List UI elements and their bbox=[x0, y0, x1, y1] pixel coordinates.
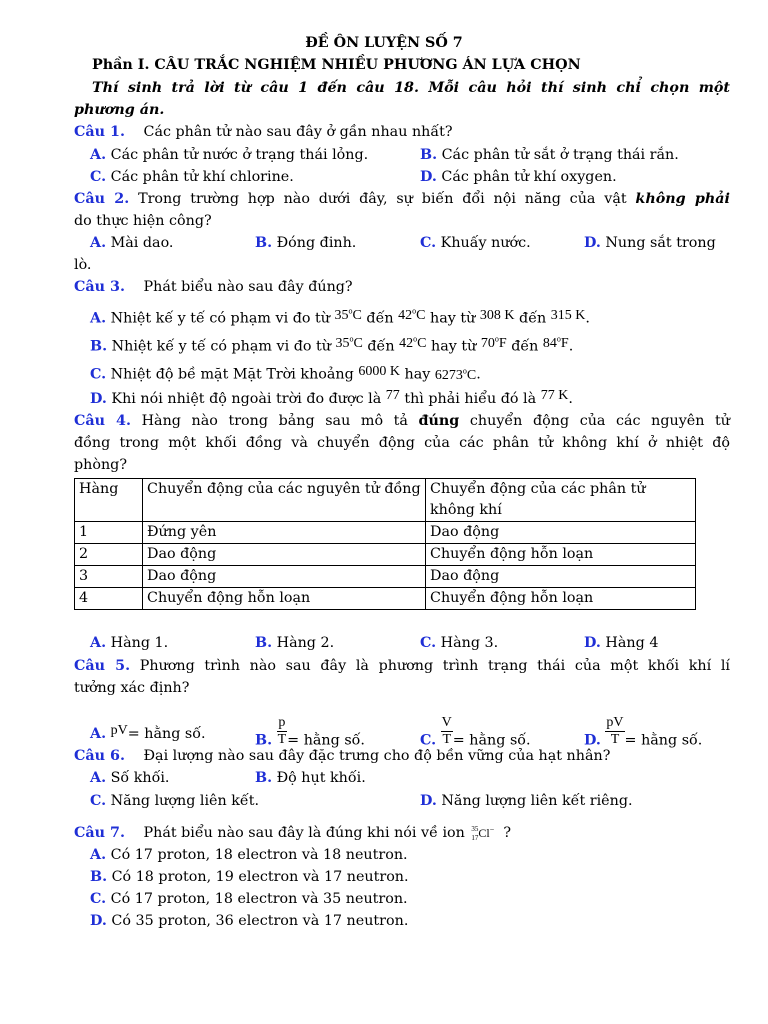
math-value bbox=[399, 336, 426, 351]
punctuation: . bbox=[585, 310, 590, 327]
number: 84 bbox=[542, 335, 557, 351]
option-text: đến bbox=[366, 310, 394, 327]
q2-option-c[interactable] bbox=[420, 233, 531, 253]
number: 6000 bbox=[358, 363, 387, 379]
option-text: Số khối. bbox=[110, 770, 170, 786]
question-stem: Phát biểu nào sau đây là đúng khi nói về ion bbox=[143, 825, 465, 841]
question-label: Câu 7. bbox=[74, 825, 125, 841]
number: 70 bbox=[480, 335, 495, 351]
unit: C bbox=[466, 367, 477, 383]
option-key: A. bbox=[90, 635, 107, 651]
option-key: D. bbox=[584, 732, 601, 749]
element-symbol bbox=[478, 820, 494, 843]
option-key: B. bbox=[90, 338, 108, 355]
q4-option-b[interactable] bbox=[255, 633, 334, 653]
option-text: Nhiệt kế y tế có phạm vi đo từ bbox=[111, 338, 331, 355]
option-text: Các phân tử nước ở trạng thái lỏng. bbox=[110, 147, 369, 163]
question-2-line-2: do thực hiện công? bbox=[74, 213, 212, 229]
table-header-cell: Chuyển động của các phân tử không khí bbox=[426, 479, 696, 522]
option-key: A. bbox=[90, 726, 107, 742]
q4-option-a[interactable] bbox=[90, 633, 168, 653]
table-header-row bbox=[75, 479, 696, 522]
option-text: Năng lượng liên kết riêng. bbox=[441, 793, 633, 809]
option-text: hay từ bbox=[431, 338, 477, 355]
q6-option-a[interactable] bbox=[90, 768, 169, 788]
q1-option-b[interactable] bbox=[420, 145, 679, 165]
q6-option-d[interactable] bbox=[420, 791, 633, 811]
unit: C bbox=[353, 335, 363, 351]
number: 77 bbox=[385, 388, 400, 403]
number: 6273 bbox=[434, 367, 463, 383]
option-text: = hằng số. bbox=[287, 732, 365, 749]
unit: K bbox=[558, 388, 569, 403]
option-text: = hằng số. bbox=[624, 732, 703, 749]
option-text: hay từ bbox=[430, 310, 476, 327]
question-stem: Các phân tử nào sau đây ở gần nhau nhất? bbox=[143, 124, 453, 140]
math-value bbox=[335, 308, 362, 323]
table-cell: 2 bbox=[75, 544, 143, 566]
question-7 bbox=[74, 823, 511, 843]
option-text: Khi nói nhiệt độ ngoài trời đo được là bbox=[111, 391, 382, 407]
denominator: T bbox=[277, 732, 287, 747]
math-expression: pV bbox=[110, 723, 128, 738]
number: 315 bbox=[550, 307, 572, 323]
question-5-line-2: tưởng xác định? bbox=[74, 680, 190, 696]
option-key: C. bbox=[420, 235, 437, 251]
question-emphasis: không phải bbox=[635, 191, 730, 207]
table-cell: 4 bbox=[75, 588, 143, 610]
punctuation: . bbox=[568, 391, 573, 407]
option-key: C. bbox=[90, 169, 107, 185]
option-key: C. bbox=[420, 635, 437, 651]
option-text: Có 18 proton, 19 electron và 17 neutron. bbox=[111, 869, 409, 885]
exam-title: ĐỀ ÔN LUYỆN SỐ 7 bbox=[305, 35, 463, 51]
numerator: p bbox=[278, 715, 286, 730]
q7-option-a[interactable] bbox=[90, 845, 408, 865]
question-label: Câu 6. bbox=[74, 748, 125, 764]
degree-sign: o bbox=[349, 334, 354, 343]
motion-table bbox=[74, 478, 696, 610]
option-key: B. bbox=[90, 869, 108, 885]
q6-option-b[interactable] bbox=[255, 768, 366, 788]
numerator: V bbox=[441, 715, 452, 730]
option-text: Hàng 2. bbox=[276, 635, 335, 651]
degree-sign: o bbox=[556, 334, 561, 343]
option-key: B. bbox=[420, 147, 438, 163]
q7-option-b[interactable] bbox=[90, 867, 409, 887]
ion-charge: − bbox=[489, 825, 495, 834]
table-row bbox=[75, 588, 696, 610]
denominator: T bbox=[605, 731, 624, 748]
option-text: Mài dao. bbox=[110, 235, 174, 251]
question-stem: Phương trình nào sau đây là phương trình trạng thái của một khối khí lí bbox=[139, 658, 730, 674]
question-2 bbox=[74, 189, 730, 209]
option-key: A. bbox=[90, 310, 107, 327]
option-text: đến bbox=[511, 338, 539, 355]
table-cell: Dao động bbox=[143, 544, 426, 566]
unit: C bbox=[416, 307, 426, 323]
option-text: thì phải hiểu đó là bbox=[404, 391, 537, 407]
table-cell: 3 bbox=[75, 566, 143, 588]
option-key: A. bbox=[90, 847, 107, 863]
question-stem: chuyển động của các nguyên tử bbox=[469, 413, 731, 429]
option-key: D. bbox=[90, 391, 107, 407]
q2-option-a[interactable] bbox=[90, 233, 173, 253]
q7-option-d[interactable] bbox=[90, 911, 408, 931]
question-label: Câu 5. bbox=[74, 658, 131, 674]
math-value bbox=[398, 308, 425, 323]
chlorine-ion-notation bbox=[469, 823, 503, 843]
question-4-line-3: phòng? bbox=[74, 457, 127, 473]
option-key: C. bbox=[90, 793, 107, 809]
option-text: Năng lượng liên kết. bbox=[110, 793, 259, 809]
table-cell: Chuyển động hỗn loạn bbox=[426, 544, 696, 566]
degree-sign: o bbox=[494, 334, 499, 343]
table-cell: Dao động bbox=[426, 566, 696, 588]
instruction-line-1: Thí sinh trả lời từ câu 1 đến câu 18. Mỗi câu hỏi thí sinh chỉ chọn một bbox=[92, 80, 730, 96]
option-text: = hằng số. bbox=[452, 732, 531, 749]
degree-sign: o bbox=[348, 306, 353, 315]
option-key: C. bbox=[90, 891, 107, 907]
q2-option-b[interactable] bbox=[255, 233, 356, 253]
question-6 bbox=[74, 746, 610, 766]
denominator: T bbox=[442, 732, 451, 747]
math-value bbox=[480, 308, 515, 323]
question-label: Câu 4. bbox=[74, 413, 131, 429]
question-3 bbox=[74, 277, 353, 297]
q6-option-c[interactable] bbox=[90, 791, 259, 811]
option-key: D. bbox=[584, 235, 601, 251]
option-text: Khuấy nước. bbox=[440, 235, 531, 251]
question-label: Câu 3. bbox=[74, 279, 125, 295]
q1-option-c[interactable] bbox=[90, 167, 294, 187]
option-text: Các phân tử khí oxygen. bbox=[441, 169, 617, 185]
question-stem: Phát biểu nào sau đây đúng? bbox=[143, 279, 353, 295]
option-key: D. bbox=[90, 913, 107, 929]
option-text: Hàng 3. bbox=[440, 635, 499, 651]
table-header-cell: Hàng bbox=[75, 479, 143, 522]
unit: K bbox=[504, 307, 515, 323]
q3-option-a[interactable] bbox=[90, 305, 590, 330]
q3-option-c[interactable] bbox=[90, 361, 481, 386]
math-value bbox=[336, 336, 363, 351]
q2-option-d[interactable] bbox=[584, 233, 716, 253]
atomic-number: 17 bbox=[471, 834, 479, 842]
unit: F bbox=[498, 335, 507, 351]
option-text: hay bbox=[404, 366, 431, 383]
question-5 bbox=[74, 656, 730, 676]
punctuation: . bbox=[568, 338, 574, 355]
number: 35 bbox=[335, 335, 350, 351]
option-text: Đóng đinh. bbox=[276, 235, 357, 251]
option-text: Nhiệt độ bề mặt Mặt Trời khoảng bbox=[110, 366, 354, 383]
number: 42 bbox=[398, 307, 413, 323]
q5-option-a[interactable] bbox=[90, 724, 206, 745]
option-text: Nung sắt trong bbox=[605, 235, 716, 251]
punctuation: ? bbox=[503, 825, 512, 841]
option-text: = hằng số. bbox=[127, 726, 206, 742]
math-value bbox=[386, 388, 400, 403]
q1-option-a[interactable] bbox=[90, 145, 368, 165]
degree-sign: o bbox=[412, 306, 417, 315]
punctuation: . bbox=[476, 366, 481, 383]
degree-sign: o bbox=[413, 334, 418, 343]
question-1 bbox=[74, 122, 453, 142]
option-key: A. bbox=[90, 147, 107, 163]
question-4-line-2: đồng trong một khối đồng và chuyển động của các phân tử không khí ở nhiệt độ bbox=[74, 435, 730, 451]
option-key: C. bbox=[420, 732, 437, 749]
symbol: Cl bbox=[478, 826, 490, 840]
unit: K bbox=[575, 307, 586, 323]
unit: C bbox=[417, 335, 427, 351]
question-emphasis: đúng bbox=[418, 413, 460, 429]
option-key: C. bbox=[90, 366, 107, 383]
table-cell: Chuyển động hỗn loạn bbox=[143, 588, 426, 610]
table-cell: Đứng yên bbox=[143, 522, 426, 544]
instruction-line-2: phương án. bbox=[74, 102, 165, 118]
mass-number: 35 bbox=[471, 825, 479, 833]
question-stem: Hàng nào trong bảng sau mô tả bbox=[141, 413, 408, 429]
option-text: đến bbox=[519, 310, 547, 327]
q1-option-d[interactable] bbox=[420, 167, 617, 187]
unit: K bbox=[389, 363, 400, 379]
number: 35 bbox=[334, 307, 349, 323]
table-cell: 1 bbox=[75, 522, 143, 544]
table-cell: Chuyển động hỗn loạn bbox=[426, 588, 696, 610]
option-text: Có 17 proton, 18 electron và 18 neutron. bbox=[110, 847, 408, 863]
option-key: B. bbox=[255, 770, 273, 786]
numerator: pV bbox=[606, 715, 624, 730]
option-text: Hàng 1. bbox=[110, 635, 169, 651]
option-text: Các phân tử sắt ở trạng thái rắn. bbox=[441, 147, 679, 163]
q4-option-c[interactable] bbox=[420, 633, 498, 653]
option-text: đến bbox=[367, 338, 395, 355]
table-row bbox=[75, 522, 696, 544]
q3-option-d[interactable] bbox=[90, 389, 573, 410]
option-key: B. bbox=[255, 235, 273, 251]
q2-option-d-continued: lò. bbox=[74, 257, 92, 273]
part-heading: Phần I. CÂU TRẮC NGHIỆM NHIỀU PHƯƠNG ÁN LỰA CHỌN bbox=[92, 57, 581, 73]
fraction bbox=[605, 715, 624, 748]
degree-sign: o bbox=[462, 366, 467, 375]
number: 308 bbox=[479, 307, 501, 323]
question-stem: Trong trường hợp nào dưới đây, sự biến đổi nội năng của vật bbox=[138, 191, 627, 207]
fraction bbox=[441, 715, 453, 748]
option-key: D. bbox=[420, 793, 437, 809]
math-value bbox=[481, 336, 507, 351]
question-4 bbox=[74, 411, 730, 431]
table-row bbox=[75, 566, 696, 588]
number: 77 bbox=[540, 388, 555, 403]
q3-option-b[interactable] bbox=[90, 333, 573, 358]
question-label: Câu 2. bbox=[74, 191, 130, 207]
option-text: Có 35 proton, 36 electron và 17 neutron. bbox=[111, 913, 409, 929]
option-key: D. bbox=[584, 635, 601, 651]
question-stem: Đại lượng nào sau đây đặc trưng cho độ bền vững của hạt nhân? bbox=[143, 748, 611, 764]
table-cell: Dao động bbox=[426, 522, 696, 544]
option-key: A. bbox=[90, 235, 107, 251]
math-value bbox=[541, 388, 569, 403]
table-cell: Dao động bbox=[143, 566, 426, 588]
option-text: Nhiệt kế y tế có phạm vi đo từ bbox=[110, 310, 330, 327]
table-row bbox=[75, 544, 696, 566]
option-key: A. bbox=[90, 770, 107, 786]
number: 42 bbox=[399, 335, 414, 351]
unit: F bbox=[560, 335, 569, 351]
option-key: B. bbox=[255, 635, 273, 651]
unit: C bbox=[352, 307, 362, 323]
option-key: B. bbox=[255, 732, 273, 749]
math-value bbox=[435, 368, 476, 383]
question-label: Câu 1. bbox=[74, 124, 125, 140]
math-value bbox=[543, 336, 569, 351]
q4-option-d[interactable] bbox=[584, 633, 658, 653]
math-value bbox=[358, 364, 400, 379]
math-value bbox=[551, 308, 586, 323]
option-text: Các phân tử khí chlorine. bbox=[110, 169, 294, 185]
q7-option-c[interactable] bbox=[90, 889, 408, 909]
option-text: Có 17 proton, 18 electron và 35 neutron. bbox=[110, 891, 408, 907]
option-text: Hàng 4 bbox=[605, 635, 659, 651]
option-key: D. bbox=[420, 169, 437, 185]
table-header-cell: Chuyển động của các nguyên tử đồng bbox=[143, 479, 426, 522]
option-text: Độ hụt khối. bbox=[276, 770, 366, 786]
fraction bbox=[277, 715, 288, 748]
